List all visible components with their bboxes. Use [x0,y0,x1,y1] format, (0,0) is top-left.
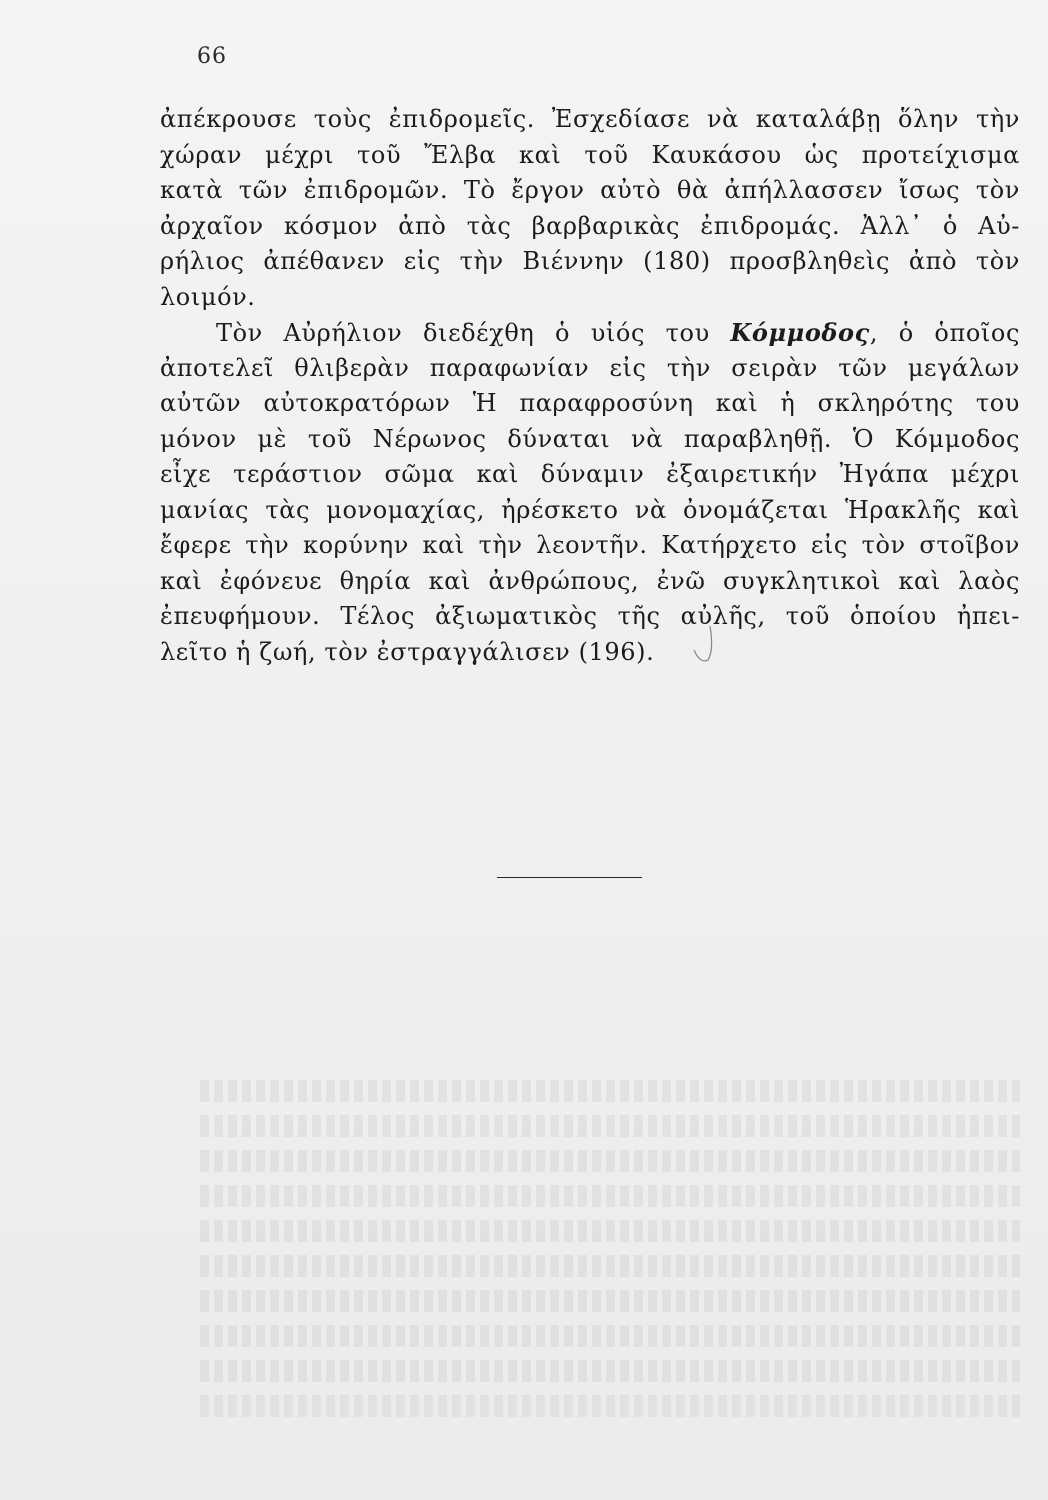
text-segment: Τὸν Αὐρήλιον διεδέχθη ὁ υἱός του [216,319,710,347]
text-line: ρήλιος ἀπέθανεν εἰς τὴν Βιέννην (180) προσβληθεὶς ἀπὸ τὸν [160,247,1020,275]
show-through-texture [200,1080,1020,1440]
page-number: 66 [197,44,227,69]
emperor-name-commodus: Κόμμοδος [730,318,870,347]
paragraph-1 [160,102,1020,315]
text-segment: , ὁ ὁποῖος [869,319,1021,347]
text-line: λοιμόν. [160,282,256,311]
text-line-first [160,315,1020,351]
text-line: κατὰ τῶν ἐπιδρομῶν. Τὸ ἔργον αὐτὸ θὰ ἀπήλλασσεν ἴσως τὸν [160,176,1020,204]
text-line: χώραν μέχρι τοῦ Ἔλβα καὶ τοῦ Καυκάσου ὡς προτείχισμα [160,140,1020,169]
text-line: καὶ ἐφόνευε θηρία καὶ ἀνθρώπους, ἐνῶ συγκλητικοὶ καὶ λαὸς [160,566,1020,595]
text-line: αὐτῶν αὐτοκρατόρων Ἡ παραφροσύνη καὶ ἡ σκληρότης του [160,389,1020,417]
text-line: ἀρχαῖον κόσμον ἀπὸ τὰς βαρβαρικὰς ἐπιδρομάς. Ἀλλ᾽ ὁ Αὐ- [160,211,1020,240]
text-line: εἶχε τεράστιον σῶμα καὶ δύναμιν ἐξαιρετικήν Ἠγάπα μέχρι [160,460,1020,488]
text-line: ἐπευφήμουν. Τέλος ἀξιωματικὸς τῆς αὐλῆς, τοῦ ὁποίου ἠπει- [160,602,1020,630]
paragraph-2 [160,315,1020,670]
pencil-mark-icon [690,620,730,670]
body-text [160,102,1020,670]
section-divider [497,877,642,878]
text-line: ἀπέκρουσε τοὺς ἐπιδρομεῖς. Ἐσχεδίασε νὰ καταλάβῃ ὅλην τὴν [160,105,1020,133]
text-line: ἔφερε τὴν κορύνην καὶ τὴν λεοντῆν. Κατήρχετο εἰς τὸν στοῖβον [160,531,1020,559]
text-line: ἀποτελεῖ θλιβερὰν παραφωνίαν εἰς τὴν σειρὰν τῶν μεγάλων [160,353,1020,382]
text-line: μανίας τὰς μονομαχίας, ἠρέσκετο νὰ ὀνομάζεται Ἡρακλῆς καὶ [160,495,1020,524]
text-line: μόνον μὲ τοῦ Νέρωνος δύναται νὰ παραβληθῇ. Ὁ Κόμμοδος [160,424,1020,453]
text-line: λεῖτο ἡ ζωή, τὸν ἐστραγγάλισεν (196). [160,637,655,666]
